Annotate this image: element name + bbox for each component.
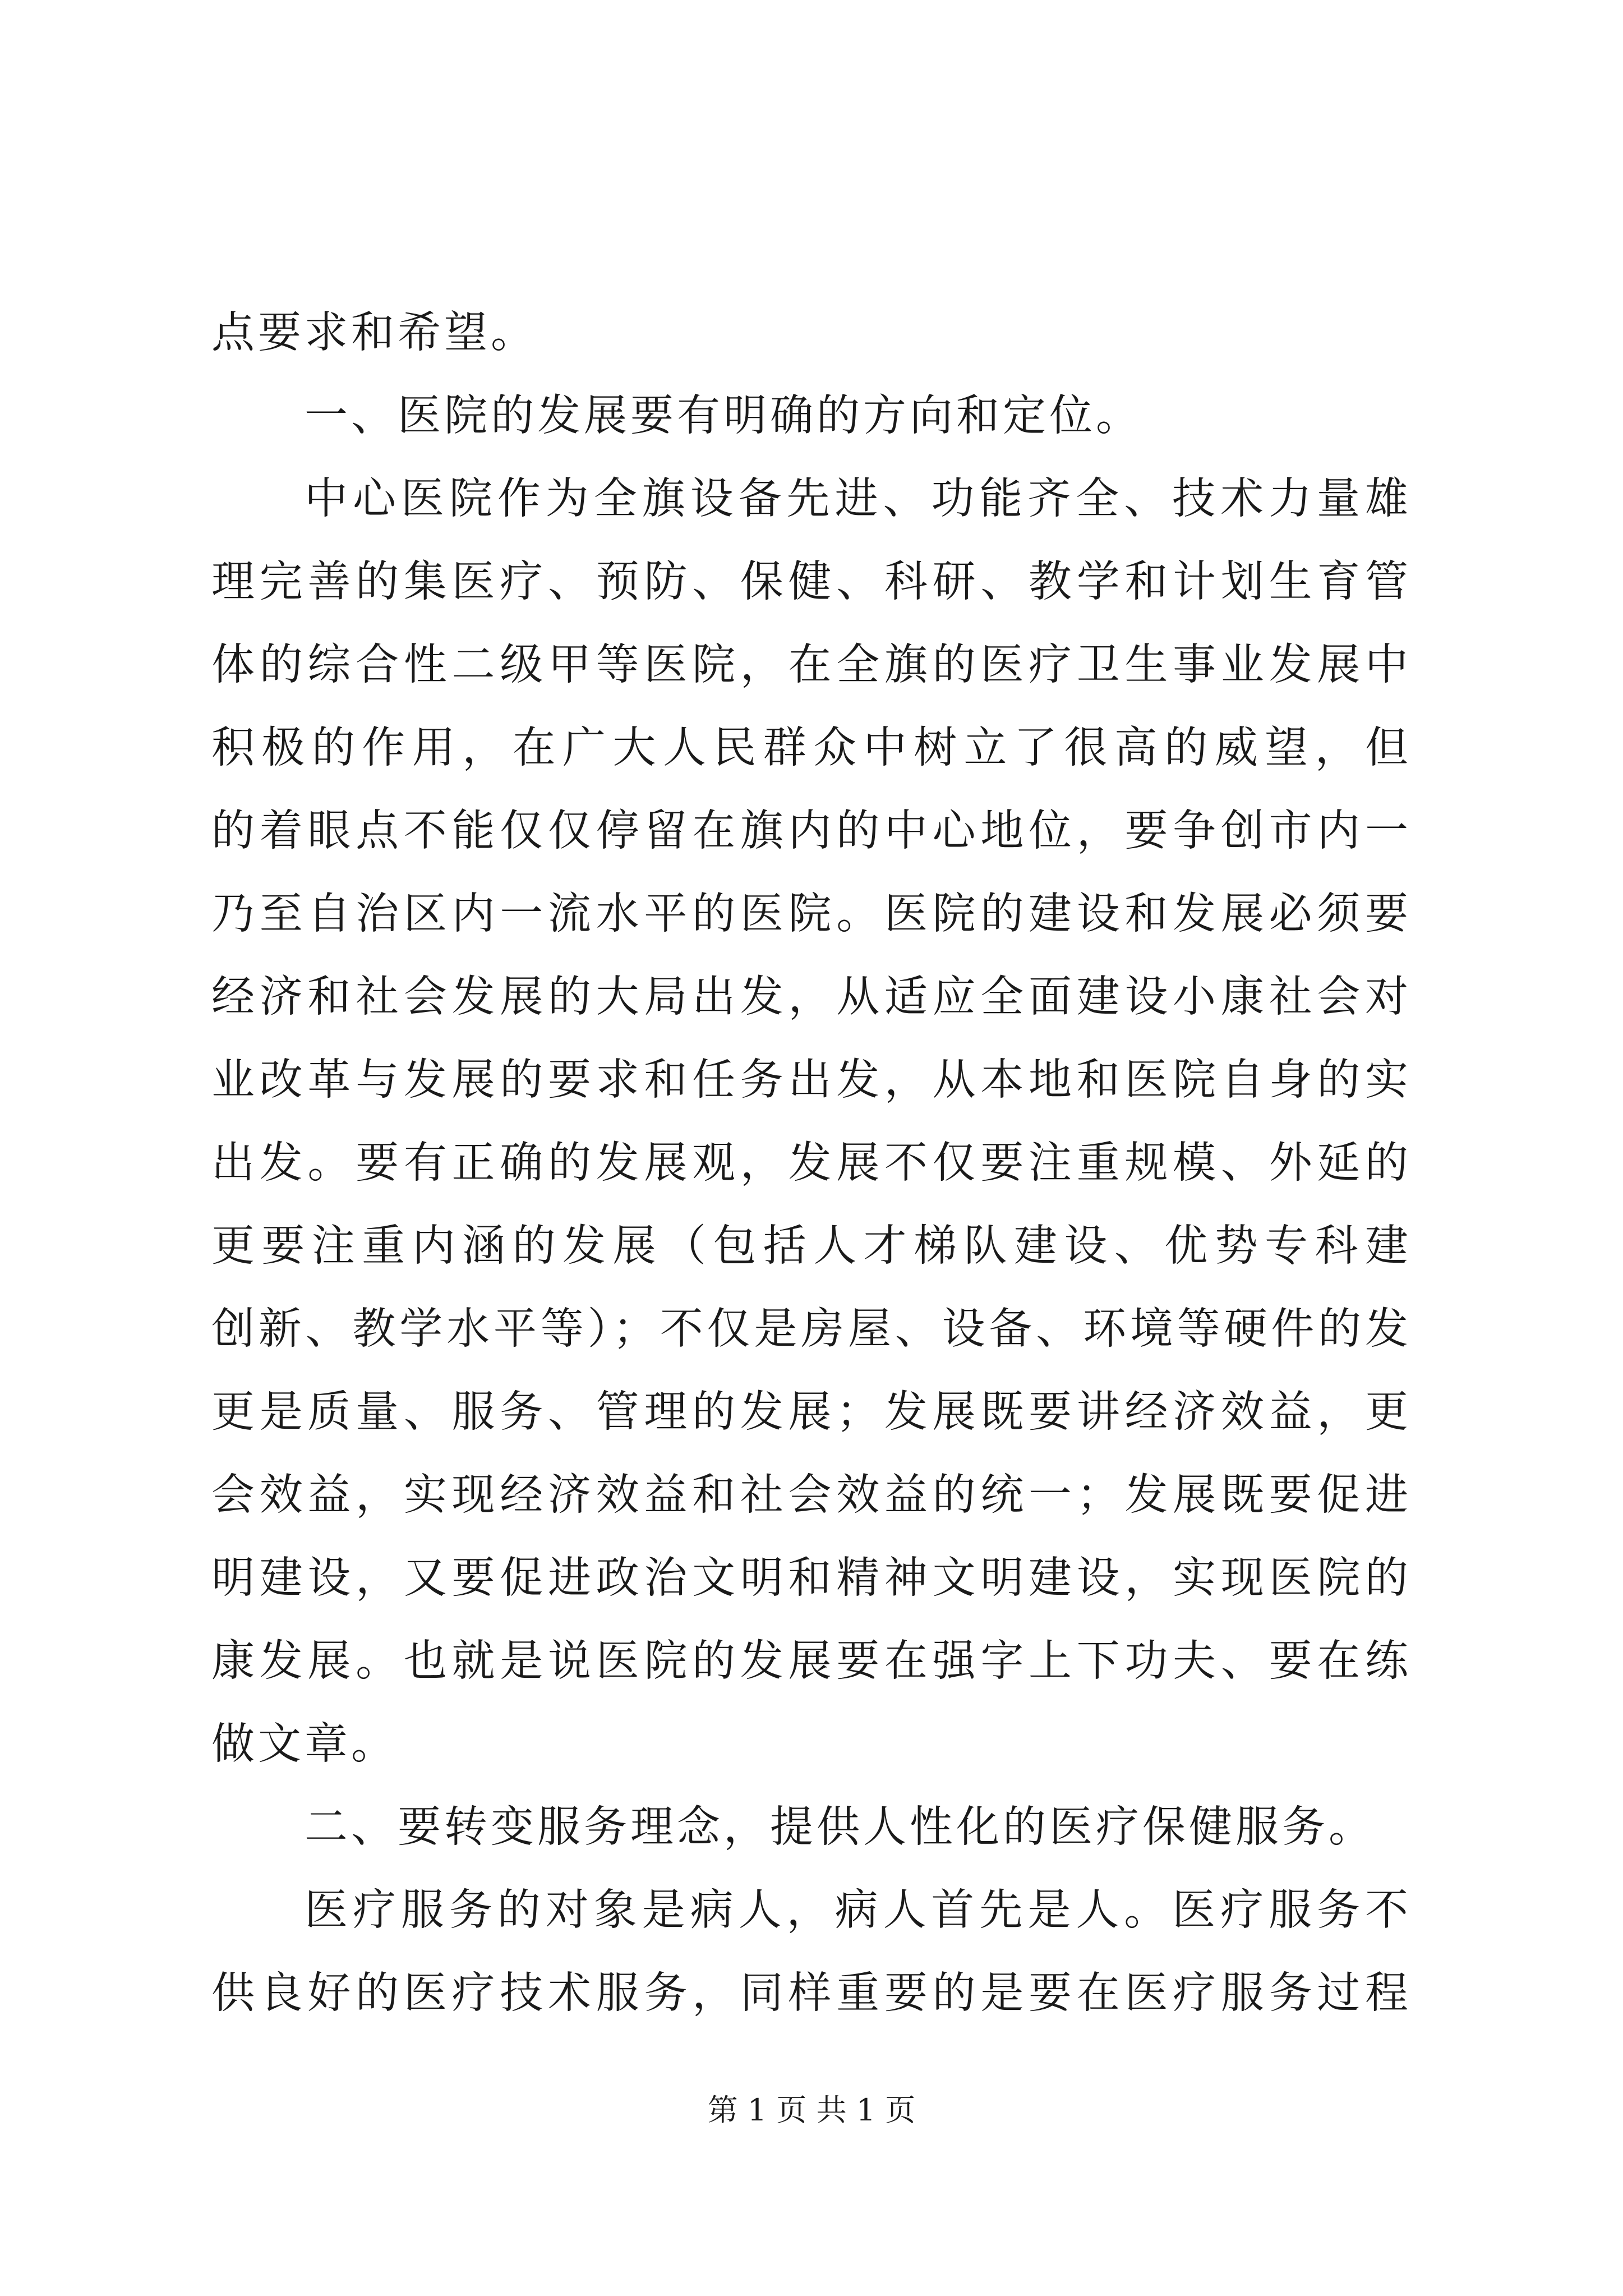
text-line: 中心医院作为全旗设备先进、功能齐全、技术力量雄 [305,474,1412,524]
text-line: 体的综合性二级甲等医院，在全旗的医疗卫生事业发展中 [211,640,1412,690]
text-line: 出发。要有正确的发展观，发展不仅要注重规模、外延的 [211,1138,1412,1188]
text-line: 明建设，又要促进政治文明和精神文明建设，实现医院的 [211,1553,1412,1603]
text-line: 的着眼点不能仅仅停留在旗内的中心地位，要争创市内一 [211,806,1412,856]
text-line: 二、要转变服务理念，提供人性化的医疗保健服务。 [305,1802,1375,1852]
text-line: 更要注重内涵的发展（包括人才梯队建设、优势专科建 [211,1221,1412,1271]
text-line: 点要求和希望。 [211,308,537,358]
text-line: 康发展。也就是说医院的发展要在强字上下功夫、要在练 [211,1636,1412,1686]
text-line: 做文章。 [211,1719,398,1769]
document-body [211,292,1412,2035]
text-line: 积极的作用，在广大人民群众中树立了很高的威望，但 [211,723,1412,773]
text-line: 更是质量、服务、管理的发展；发展既要讲经济效益，更 [211,1387,1412,1437]
text-line: 经济和社会发展的大局出发，从适应全面建设小康社会对 [211,972,1412,1022]
text-line: 会效益，实现经济效益和社会效益的统一；发展既要促进 [211,1470,1412,1520]
page-footer: 第 1 页 共 1 页 [707,2092,916,2128]
text-line: 医疗服务的对象是病人，病人首先是人。医疗服务不 [305,1885,1412,1935]
text-line: 乃至自治区内一流水平的医院。医院的建设和发展必须要 [211,889,1412,939]
text-line: 理完善的集医疗、预防、保健、科研、教学和计划生育管 [211,557,1412,607]
text-line: 创新、教学水平等）；不仅是房屋、设备、环境等硬件的发 [211,1304,1412,1354]
text-line: 业改革与发展的要求和任务出发，从本地和医院自身的实 [211,1055,1412,1105]
text-line: 供良好的医疗技术服务，同样重要的是要在医疗服务过程 [211,1968,1412,2018]
text-line: 一、医院的发展要有明确的方向和定位。 [305,391,1142,441]
